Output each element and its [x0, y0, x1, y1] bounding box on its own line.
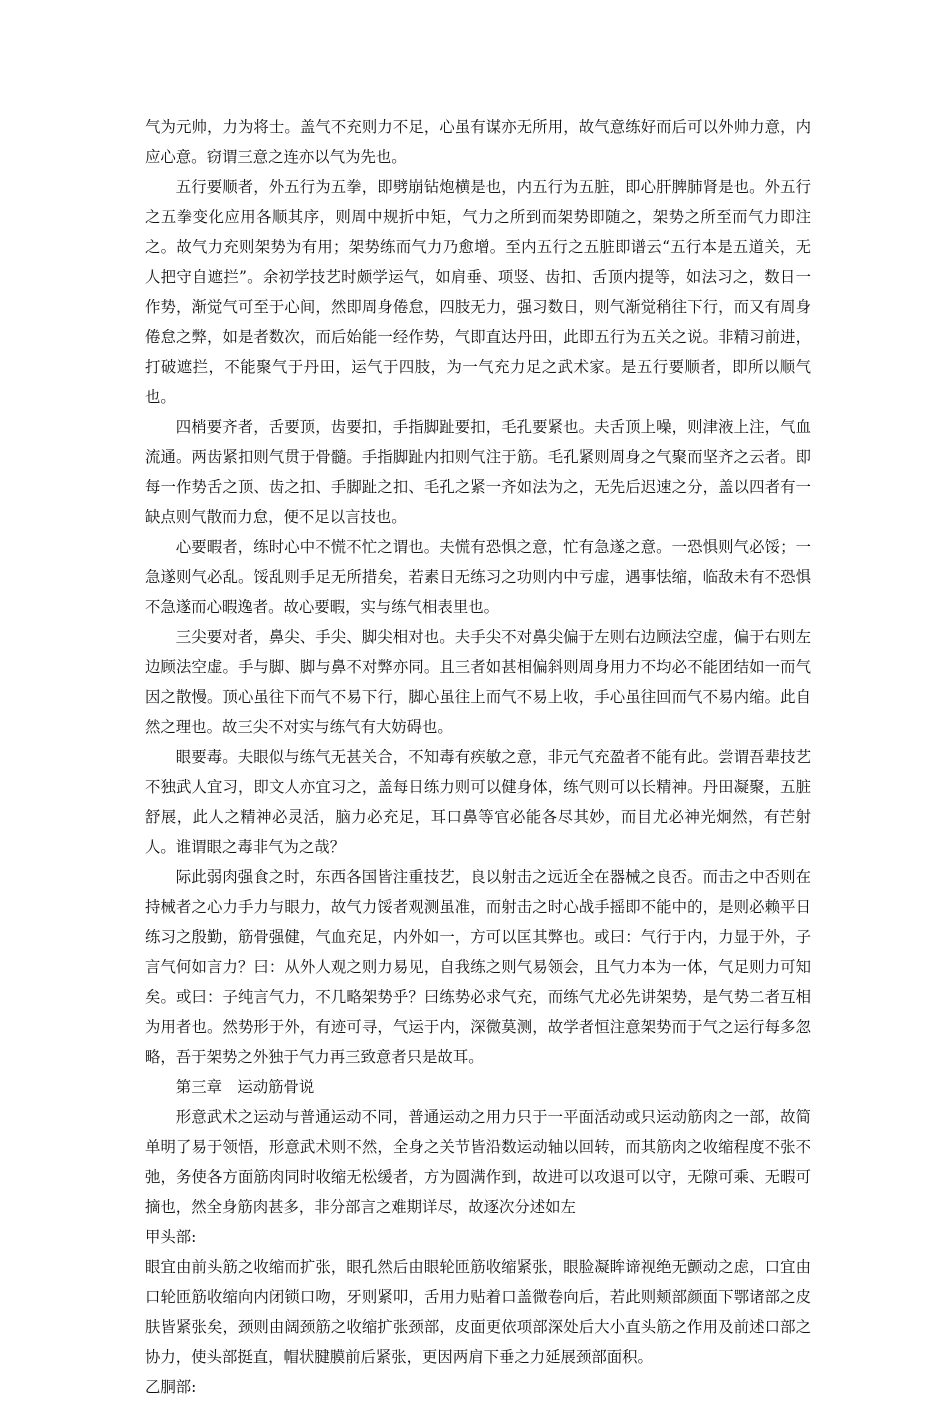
paragraph-eyes-sharp: 眼要毒。夫眼似与练气无甚关合，不知毒有疾敏之意，非元气充盈者不能有此。尝谓吾辈技艺不独武人宜习，即文人亦宜习之，盖每日练力则可以健身体，练气则可以长精神。丹田凝聚，五脏舒展，此人之精神必灵活，脑力必充足，耳口鼻等官必能各尽其妙，而目尤必神光炯然，有芒射人。谁谓眼之毒非气为之哉？ [145, 748, 811, 856]
section-label-torso: 乙胴部: [145, 1378, 197, 1396]
paragraph-qi-marshal: 气为元帅，力为将士。盖气不充则力不足，心虽有谋亦无所用，故气意练好而后可以外帅力意，内应心意。窃谓三意之连亦以气为先也。 [145, 118, 811, 166]
paragraph-head-details: 眼宜由前头筋之收缩而扩张，眼孔然后由眼轮匝筋收缩紧张，眼脸凝眸谛视绝无颤动之虑，口宜由口轮匝筋收缩向内闭锁口吻，牙则紧叩，舌用力贴着口盖微卷向后，若此则颊部颜面下鄂诸部之皮肤皆紧张矣，颈则由阔颈筋之收缩扩张颈部，皮面更依项部深处后大小直头筋之作用及前述口部之协力，使头部挺直，帽状腱膜前后紧张，更因两肩下垂之力延展颈部面积。 [145, 1258, 811, 1366]
paragraph-xingyi-movement: 形意武术之运动与普通运动不同，普通运动之用力只于一平面活动或只运动筋肉之一部，故简单明了易于领悟，形意武术则不然，全身之关节皆沿数运动轴以回转，而其筋肉之收缩程度不张不弛，务使各方面筋肉同时收缩无松缓者，方为圆满作到，故进可以攻退可以守，无隙可乘、无暇可摘也，然全身筋肉甚多，非分部言之难期详尽，故逐次分述如左 [145, 1108, 811, 1216]
paragraph-modern-era: 际此弱肉强食之时，东西各国皆注重技艺，良以射击之远近全在器械之良否。而击之中否则在持械者之心力手力与眼力，故气力馁者观测虽准，而射击之时心战手摇即不能中的，是则必赖平日练习之殷勤，筋骨强健，气血充足，内外如一，方可以匡其弊也。或曰：气行于内，力显于外，子言气何如言力？曰：从外人观之则力易见，自我练之则气易领会，且气力本为一体，气足则力可知矣。或曰：子纯言气力，不几略架势乎？曰练势必求气充，而练气尤必先讲架势，是气势二者互相为用者也。然势形于外，有迹可寻，气运于内，深微莫测，故学者恒注意架势而于气之运行每多忽略，吾于架势之外独于气力再三致意者只是故耳。 [145, 868, 811, 1066]
paragraph-three-points: 三尖要对者，鼻尖、手尖、脚尖相对也。夫手尖不对鼻尖偏于左则右边顾法空虚，偏于右则左边顾法空虚。手与脚、脚与鼻不对弊亦同。且三者如甚相偏斜则周身用力不均必不能团结如一而气因之散慢。顶心虽往下而气不易下行，脚心虽往上而气不易上收，手心虽往回而气不易内缩。此自然之理也。故三尖不对实与练气有大妨碍也。 [145, 628, 811, 736]
section-label-head: 甲头部: [145, 1228, 197, 1246]
paragraph-four-tips: 四梢要齐者，舌要顶，齿要扣，手指脚趾要扣，毛孔要紧也。夫舌顶上噪，则津液上注，气血流通。两齿紧扣则气贯于骨髓。手指脚趾内扣则气注于筋。毛孔紧则周身之气聚而坚齐之云者。即每一作势舌之顶、齿之扣、手脚趾之扣、毛孔之紧一齐如法为之，无先后迟速之分，盖以四者有一缺点则气散而力怠，便不足以言技也。 [145, 418, 811, 526]
paragraph-heart-calm: 心要暇者，练时心中不慌不忙之谓也。夫慌有恐惧之意，忙有急遂之意。一恐惧则气必馁；一急遂则气必乱。馁乱则手足无所措矣，若素日无练习之功则内中亏虚，遇事怯缩，临敌未有不恐惧不急遂而心暇逸者。故心要暇，实与练气相表里也。 [145, 538, 811, 616]
paragraph-five-elements: 五行要顺者，外五行为五拳，即劈崩钻炮横是也，内五行为五脏，即心肝脾肺肾是也。外五行之五拳变化应用各顺其序，则周中规折中矩，气力之所到而架势即随之，架势之所至而气力即注之。故气力充则架势为有用；架势练而气力乃愈增。至内五行之五脏即谱云“五行本是五道关，无人把守自遮拦”。余初学技艺时颇学运气，如肩垂、项竖、齿扣、舌顶内提等，如法习之，数日一作势，渐觉气可至于心间，然即周身倦怠，四肢无力，强习数日，则气渐觉稍往下行，而又有周身倦怠之弊，如是者数次，而后始能一经作势，气即直达丹田，此即五行为五关之说。非精习前进，打破遮拦，不能聚气于丹田，运气于四肢，为一气充力足之武术家。是五行要顺者，即所以顺气也。 [145, 178, 811, 406]
chapter-heading: 第三章 运动筋骨说 [175, 1078, 315, 1096]
document-body [145, 112, 811, 1402]
